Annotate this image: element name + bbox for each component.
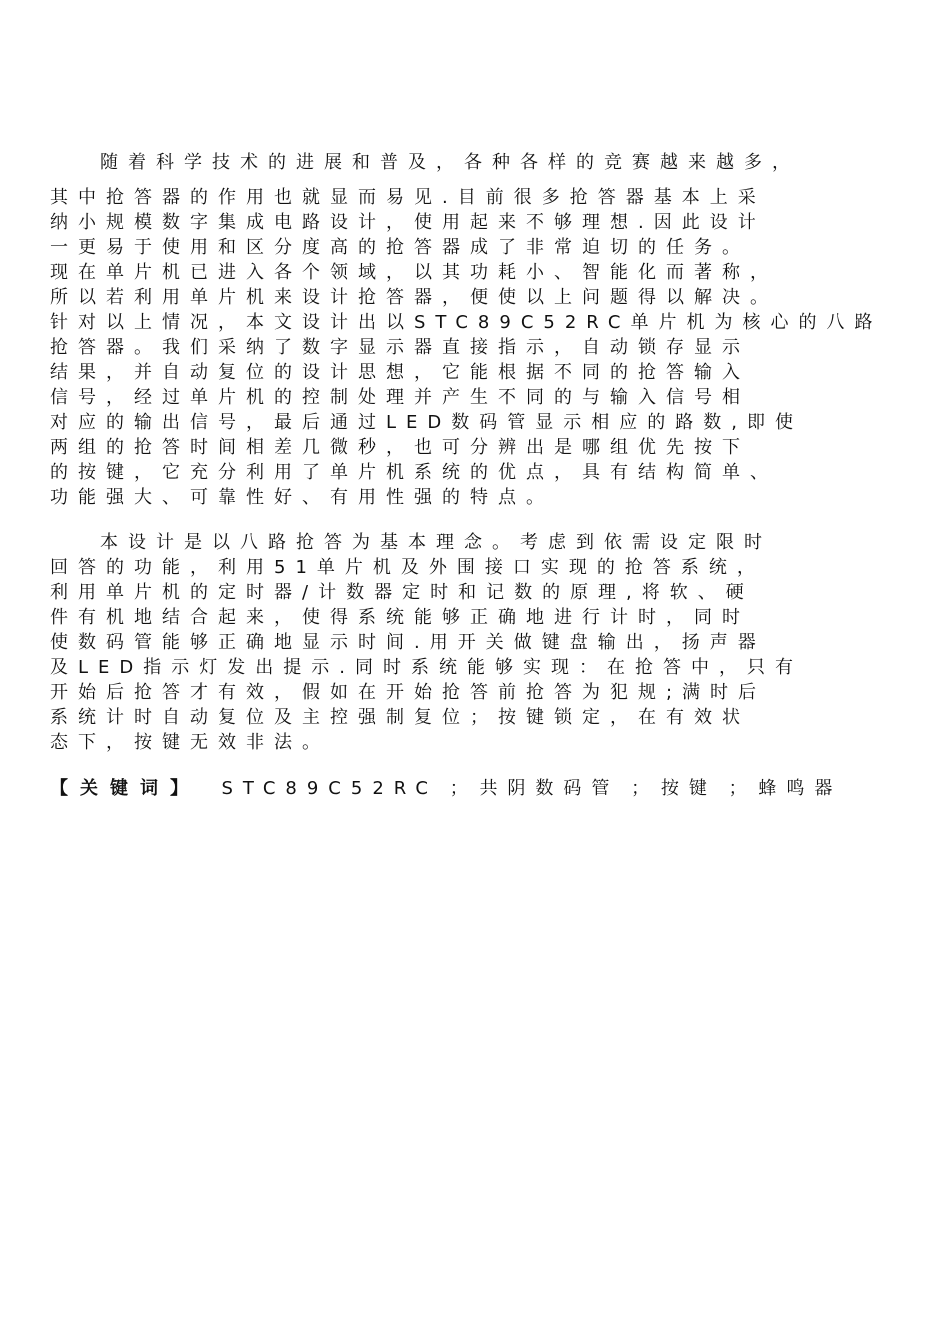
text-line: 系统计时自动复位及主控强制复位；按键锁定，在有效状 [50,707,750,728]
text-line: 现在单片机已进入各个领域，以其功耗小、智能化而著称， [50,262,778,283]
text-line: 其中抢答器的作用也就显而易见.目前很多抢答器基本上采 [50,187,766,208]
text-line: 所以若利用单片机来设计抢答器，便使以上问题得以解决。 [50,287,778,308]
text-line: 随着科学技术的进展和普及，各种各样的竞赛越来越多， [100,152,800,173]
text-line: 功能强大、可靠性好、有用性强的特点。 [50,487,554,508]
text-line: 回答的功能，利用51单片机及外围接口实现的抢答系统， [50,557,765,578]
keyword-separator: ； [449,778,468,799]
text-line: 利用单片机的定时器/计数器定时和记数的原理,将软、硬 [50,582,754,603]
text-line: 态下，按键无效非法。 [50,732,330,753]
text-line: 纳小规模数字集成电路设计，使用起来不够理想.因此设计 [50,212,766,233]
keyword-item: 按键 [660,778,717,799]
text-line: 使数码管能够正确地显示时间.用开关做键盘输出，扬声器 [50,632,766,653]
text-line: 信号，经过单片机的控制处理并产生不同的与输入信号相 [50,387,750,408]
keyword-item: 蜂鸣器 [758,778,843,799]
abstract-paragraph-2 [50,530,910,755]
text-line: 件有机地结合起来，使得系统能够正确地进行计时，同时 [50,607,750,628]
text-line: 对应的输出信号，最后通过LED数码管显示相应的路数,即使 [50,412,803,433]
text-line: 抢答器。我们采纳了数字显示器直接指示，自动锁存显示 [50,337,750,358]
text-line: 两组的抢答时间相差几微秒，也可分辨出是哪组优先按下 [50,437,750,458]
keyword-separator: ； [631,778,650,799]
text-line: 一更易于使用和区分度高的抢答器成了非常迫切的任务。 [50,237,750,258]
text-line: 及LED指示灯发出提示.同时系统能够实现：在抢答中，只有 [50,657,803,678]
text-line: 结果，并自动复位的设计思想，它能根据不同的抢答输入 [50,362,750,383]
text-line: 针对以上情况，本文设计出以STC89C52RC单片机为核心的八路 [50,312,883,333]
keywords-line [50,776,910,801]
text-line: 的按键，它充分利用了单片机系统的优点，具有结构简单、 [50,462,778,483]
keyword-separator: ； [728,778,747,799]
text-line: 本设计是以八路抢答为基本理念。考虑到依需设定限时 [100,532,772,553]
text-line: 开始后抢答才有效，假如在开始抢答前抢答为犯规;满时后 [50,682,767,703]
keyword-item: STC89C52RC [221,778,438,799]
abstract-paragraph-1 [50,150,910,510]
keyword-item: 共阴数码管 [479,778,620,799]
keywords-label: 【关键词】 [50,778,200,799]
